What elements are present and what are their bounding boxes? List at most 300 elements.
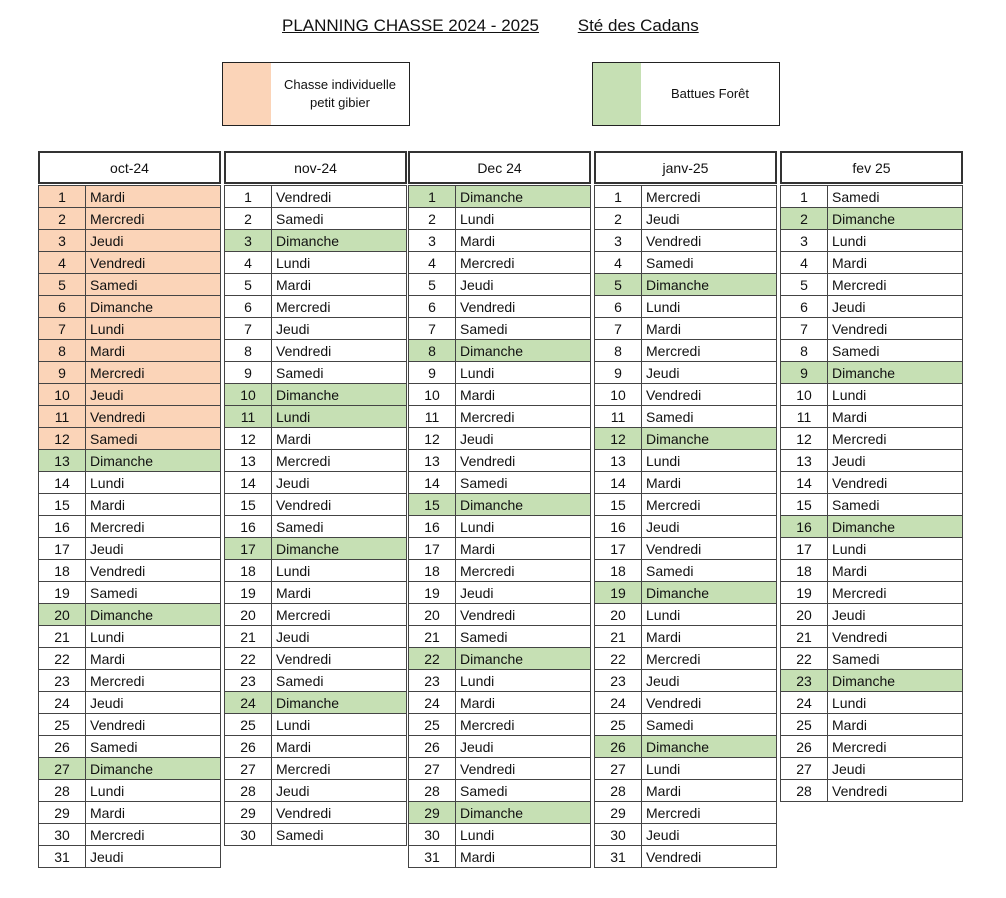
day-name: Lundi	[828, 692, 963, 714]
day-number: 29	[225, 802, 272, 824]
day-number: 22	[409, 648, 456, 670]
day-row	[595, 604, 777, 626]
day-number: 26	[409, 736, 456, 758]
day-number: 20	[409, 604, 456, 626]
day-number: 8	[39, 340, 86, 362]
day-name: Mardi	[272, 736, 407, 758]
day-number: 5	[39, 274, 86, 296]
day-row	[39, 252, 221, 274]
day-row	[225, 340, 407, 362]
day-name: Dimanche	[86, 758, 221, 780]
day-row	[595, 296, 777, 318]
day-number: 10	[409, 384, 456, 406]
day-number: 23	[409, 670, 456, 692]
day-row	[225, 824, 407, 846]
day-number: 6	[595, 296, 642, 318]
day-number: 28	[409, 780, 456, 802]
day-name: Mardi	[828, 252, 963, 274]
day-row	[39, 780, 221, 802]
day-name: Jeudi	[272, 780, 407, 802]
day-row	[225, 516, 407, 538]
day-name: Vendredi	[272, 340, 407, 362]
day-name: Samedi	[272, 516, 407, 538]
day-name: Mardi	[828, 560, 963, 582]
day-row	[409, 274, 591, 296]
day-number: 20	[39, 604, 86, 626]
day-row	[781, 670, 963, 692]
day-name: Samedi	[272, 670, 407, 692]
day-name: Jeudi	[456, 736, 591, 758]
day-number: 7	[595, 318, 642, 340]
day-number: 18	[781, 560, 828, 582]
day-row	[39, 846, 221, 868]
day-name: Vendredi	[642, 230, 777, 252]
day-number: 19	[39, 582, 86, 604]
day-row	[409, 670, 591, 692]
day-row	[39, 406, 221, 428]
day-number: 5	[225, 274, 272, 296]
day-name: Samedi	[456, 780, 591, 802]
day-name: Vendredi	[272, 186, 407, 208]
day-name: Jeudi	[828, 604, 963, 626]
day-row	[225, 406, 407, 428]
day-number: 13	[39, 450, 86, 472]
day-number: 29	[595, 802, 642, 824]
day-number: 21	[225, 626, 272, 648]
day-row	[39, 648, 221, 670]
day-number: 15	[595, 494, 642, 516]
day-name: Samedi	[272, 208, 407, 230]
day-name: Mercredi	[86, 362, 221, 384]
day-name: Mercredi	[456, 714, 591, 736]
day-number: 22	[781, 648, 828, 670]
day-number: 1	[409, 186, 456, 208]
day-name: Mardi	[272, 428, 407, 450]
day-name: Mercredi	[828, 274, 963, 296]
day-number: 23	[595, 670, 642, 692]
day-number: 4	[39, 252, 86, 274]
day-name: Jeudi	[272, 472, 407, 494]
day-row	[781, 252, 963, 274]
day-row	[225, 208, 407, 230]
day-name: Mardi	[642, 318, 777, 340]
day-name: Mercredi	[272, 604, 407, 626]
day-row	[39, 758, 221, 780]
day-row	[409, 362, 591, 384]
day-name: Lundi	[272, 406, 407, 428]
day-row	[225, 318, 407, 340]
day-row	[39, 362, 221, 384]
day-name: Mardi	[86, 186, 221, 208]
day-row	[39, 802, 221, 824]
day-number: 29	[409, 802, 456, 824]
day-number: 24	[595, 692, 642, 714]
month-header: janv-25	[594, 151, 777, 184]
day-name: Vendredi	[86, 252, 221, 274]
day-name: Lundi	[86, 780, 221, 802]
day-number: 19	[225, 582, 272, 604]
day-row	[781, 362, 963, 384]
day-number: 22	[39, 648, 86, 670]
day-row	[409, 736, 591, 758]
legend-swatch-battues	[593, 63, 641, 125]
day-name: Samedi	[642, 560, 777, 582]
day-row	[595, 736, 777, 758]
day-number: 1	[225, 186, 272, 208]
day-row	[409, 208, 591, 230]
day-row	[225, 802, 407, 824]
day-row	[781, 428, 963, 450]
day-row	[39, 318, 221, 340]
day-number: 9	[39, 362, 86, 384]
day-number: 16	[39, 516, 86, 538]
day-row	[225, 494, 407, 516]
day-number: 16	[595, 516, 642, 538]
day-name: Jeudi	[456, 428, 591, 450]
day-number: 15	[39, 494, 86, 516]
day-number: 5	[409, 274, 456, 296]
day-name: Mercredi	[642, 648, 777, 670]
day-row	[595, 516, 777, 538]
day-number: 16	[781, 516, 828, 538]
day-row	[595, 208, 777, 230]
day-row	[781, 560, 963, 582]
day-number: 26	[595, 736, 642, 758]
day-row	[409, 384, 591, 406]
day-name: Lundi	[642, 450, 777, 472]
day-row	[781, 714, 963, 736]
day-number: 30	[225, 824, 272, 846]
day-name: Lundi	[456, 362, 591, 384]
day-row	[595, 450, 777, 472]
day-row	[225, 428, 407, 450]
legend-swatch-individual	[223, 63, 271, 125]
day-number: 1	[781, 186, 828, 208]
day-number: 11	[409, 406, 456, 428]
day-row	[595, 758, 777, 780]
day-number: 31	[409, 846, 456, 868]
day-name: Mercredi	[828, 428, 963, 450]
day-name: Mardi	[456, 846, 591, 868]
day-name: Samedi	[86, 428, 221, 450]
day-number: 2	[595, 208, 642, 230]
day-number: 18	[39, 560, 86, 582]
day-name: Jeudi	[828, 758, 963, 780]
day-row	[409, 296, 591, 318]
day-number: 18	[225, 560, 272, 582]
day-row	[409, 494, 591, 516]
day-row	[781, 208, 963, 230]
day-number: 6	[409, 296, 456, 318]
day-number: 2	[409, 208, 456, 230]
day-number: 17	[409, 538, 456, 560]
day-number: 25	[595, 714, 642, 736]
day-number: 10	[39, 384, 86, 406]
day-number: 9	[225, 362, 272, 384]
day-row	[595, 362, 777, 384]
day-number: 6	[781, 296, 828, 318]
day-name: Dimanche	[642, 274, 777, 296]
day-name: Dimanche	[272, 230, 407, 252]
day-number: 26	[781, 736, 828, 758]
day-name: Jeudi	[86, 846, 221, 868]
day-row	[39, 384, 221, 406]
day-row	[409, 648, 591, 670]
day-number: 15	[225, 494, 272, 516]
day-name: Dimanche	[456, 340, 591, 362]
day-name: Mardi	[828, 714, 963, 736]
day-row	[39, 450, 221, 472]
day-name: Dimanche	[456, 802, 591, 824]
day-row	[781, 604, 963, 626]
day-number: 4	[225, 252, 272, 274]
day-name: Lundi	[272, 560, 407, 582]
day-name: Samedi	[86, 274, 221, 296]
day-number: 20	[781, 604, 828, 626]
day-name: Lundi	[272, 252, 407, 274]
day-name: Mercredi	[456, 252, 591, 274]
day-name: Mardi	[828, 406, 963, 428]
day-row	[781, 406, 963, 428]
day-name: Samedi	[828, 186, 963, 208]
day-name: Mercredi	[86, 516, 221, 538]
day-row	[409, 538, 591, 560]
day-row	[595, 714, 777, 736]
day-name: Dimanche	[86, 450, 221, 472]
day-name: Samedi	[642, 406, 777, 428]
day-row	[225, 692, 407, 714]
day-name: Samedi	[456, 626, 591, 648]
day-name: Mardi	[86, 648, 221, 670]
day-number: 12	[595, 428, 642, 450]
day-number: 24	[781, 692, 828, 714]
day-name: Mardi	[86, 802, 221, 824]
day-name: Vendredi	[272, 648, 407, 670]
day-row	[409, 472, 591, 494]
day-number: 4	[595, 252, 642, 274]
day-number: 12	[781, 428, 828, 450]
day-name: Mardi	[272, 582, 407, 604]
day-row	[595, 582, 777, 604]
day-row	[409, 846, 591, 868]
day-name: Mardi	[86, 340, 221, 362]
day-name: Mercredi	[642, 494, 777, 516]
day-name: Mardi	[642, 626, 777, 648]
month-fev-25	[780, 151, 963, 802]
day-row	[781, 384, 963, 406]
day-row	[225, 362, 407, 384]
day-number: 20	[225, 604, 272, 626]
day-row	[409, 186, 591, 208]
day-name: Lundi	[86, 472, 221, 494]
day-row	[225, 472, 407, 494]
day-number: 3	[595, 230, 642, 252]
day-row	[781, 230, 963, 252]
day-row	[409, 714, 591, 736]
day-name: Vendredi	[86, 406, 221, 428]
day-name: Dimanche	[272, 538, 407, 560]
day-name: Vendredi	[456, 604, 591, 626]
day-name: Samedi	[828, 494, 963, 516]
day-number: 18	[595, 560, 642, 582]
day-row	[781, 648, 963, 670]
day-name: Vendredi	[828, 626, 963, 648]
month-header: Dec 24	[408, 151, 591, 184]
day-name: Mercredi	[642, 802, 777, 824]
day-name: Mardi	[456, 384, 591, 406]
day-row	[595, 406, 777, 428]
day-number: 10	[781, 384, 828, 406]
month-dec-24	[408, 151, 591, 868]
day-number: 17	[39, 538, 86, 560]
day-name: Lundi	[828, 538, 963, 560]
month-oct-24	[38, 151, 221, 868]
month-janv-25	[594, 151, 777, 868]
day-row	[225, 670, 407, 692]
day-row	[39, 208, 221, 230]
day-row	[409, 406, 591, 428]
day-row	[409, 780, 591, 802]
day-row	[781, 736, 963, 758]
day-row	[595, 802, 777, 824]
day-row	[781, 296, 963, 318]
day-number: 9	[595, 362, 642, 384]
day-number: 24	[225, 692, 272, 714]
day-number: 24	[39, 692, 86, 714]
month-header: fev 25	[780, 151, 963, 184]
day-row	[409, 516, 591, 538]
day-number: 13	[595, 450, 642, 472]
day-row	[39, 274, 221, 296]
day-name: Jeudi	[86, 692, 221, 714]
day-number: 2	[781, 208, 828, 230]
day-row	[409, 428, 591, 450]
day-number: 8	[595, 340, 642, 362]
day-row	[409, 824, 591, 846]
day-name: Dimanche	[828, 516, 963, 538]
day-name: Dimanche	[642, 582, 777, 604]
day-number: 23	[39, 670, 86, 692]
day-name: Vendredi	[642, 538, 777, 560]
day-number: 22	[595, 648, 642, 670]
day-number: 27	[781, 758, 828, 780]
day-row	[595, 494, 777, 516]
day-name: Mercredi	[272, 758, 407, 780]
day-row	[781, 692, 963, 714]
day-row	[39, 472, 221, 494]
day-row	[225, 604, 407, 626]
day-name: Dimanche	[456, 494, 591, 516]
day-row	[225, 582, 407, 604]
day-number: 14	[39, 472, 86, 494]
day-row	[225, 296, 407, 318]
day-number: 21	[595, 626, 642, 648]
day-row	[39, 560, 221, 582]
day-name: Lundi	[86, 318, 221, 340]
day-row	[781, 274, 963, 296]
day-number: 13	[409, 450, 456, 472]
day-row	[225, 714, 407, 736]
day-name: Mercredi	[828, 736, 963, 758]
day-number: 23	[781, 670, 828, 692]
day-number: 6	[225, 296, 272, 318]
day-name: Samedi	[86, 582, 221, 604]
day-name: Samedi	[272, 824, 407, 846]
day-name: Vendredi	[86, 714, 221, 736]
day-number: 21	[409, 626, 456, 648]
day-row	[39, 692, 221, 714]
day-row	[409, 230, 591, 252]
day-row	[595, 472, 777, 494]
day-name: Jeudi	[828, 450, 963, 472]
day-number: 28	[39, 780, 86, 802]
day-row	[225, 648, 407, 670]
day-number: 7	[225, 318, 272, 340]
day-number: 2	[39, 208, 86, 230]
day-number: 25	[39, 714, 86, 736]
organization-name: Sté des Cadans	[577, 16, 699, 35]
day-row	[409, 340, 591, 362]
day-number: 17	[781, 538, 828, 560]
day-row	[781, 340, 963, 362]
day-row	[409, 560, 591, 582]
day-number: 22	[225, 648, 272, 670]
day-row	[225, 758, 407, 780]
day-name: Jeudi	[642, 670, 777, 692]
day-number: 4	[781, 252, 828, 274]
day-name: Lundi	[642, 758, 777, 780]
day-row	[225, 230, 407, 252]
day-name: Dimanche	[272, 384, 407, 406]
day-number: 19	[595, 582, 642, 604]
day-row	[781, 186, 963, 208]
day-number: 1	[39, 186, 86, 208]
day-number: 3	[409, 230, 456, 252]
day-name: Vendredi	[456, 296, 591, 318]
day-name: Vendredi	[828, 318, 963, 340]
day-name: Samedi	[456, 472, 591, 494]
day-row	[595, 340, 777, 362]
day-row	[39, 824, 221, 846]
day-name: Mercredi	[86, 824, 221, 846]
day-name: Samedi	[86, 736, 221, 758]
day-row	[595, 252, 777, 274]
day-name: Mercredi	[86, 670, 221, 692]
day-number: 30	[409, 824, 456, 846]
title-text: PLANNING CHASSE 2024 - 2025	[282, 16, 540, 35]
day-number: 4	[409, 252, 456, 274]
days-table	[594, 185, 777, 868]
day-number: 26	[225, 736, 272, 758]
day-name: Mardi	[642, 780, 777, 802]
day-name: Mercredi	[642, 340, 777, 362]
day-number: 24	[409, 692, 456, 714]
day-row	[409, 604, 591, 626]
day-number: 5	[595, 274, 642, 296]
day-name: Vendredi	[828, 472, 963, 494]
day-name: Lundi	[456, 670, 591, 692]
day-name: Dimanche	[272, 692, 407, 714]
day-name: Mardi	[642, 472, 777, 494]
day-row	[39, 230, 221, 252]
day-number: 11	[39, 406, 86, 428]
day-row	[595, 186, 777, 208]
day-number: 27	[595, 758, 642, 780]
day-name: Jeudi	[828, 296, 963, 318]
day-number: 23	[225, 670, 272, 692]
day-row	[39, 538, 221, 560]
day-name: Dimanche	[828, 208, 963, 230]
